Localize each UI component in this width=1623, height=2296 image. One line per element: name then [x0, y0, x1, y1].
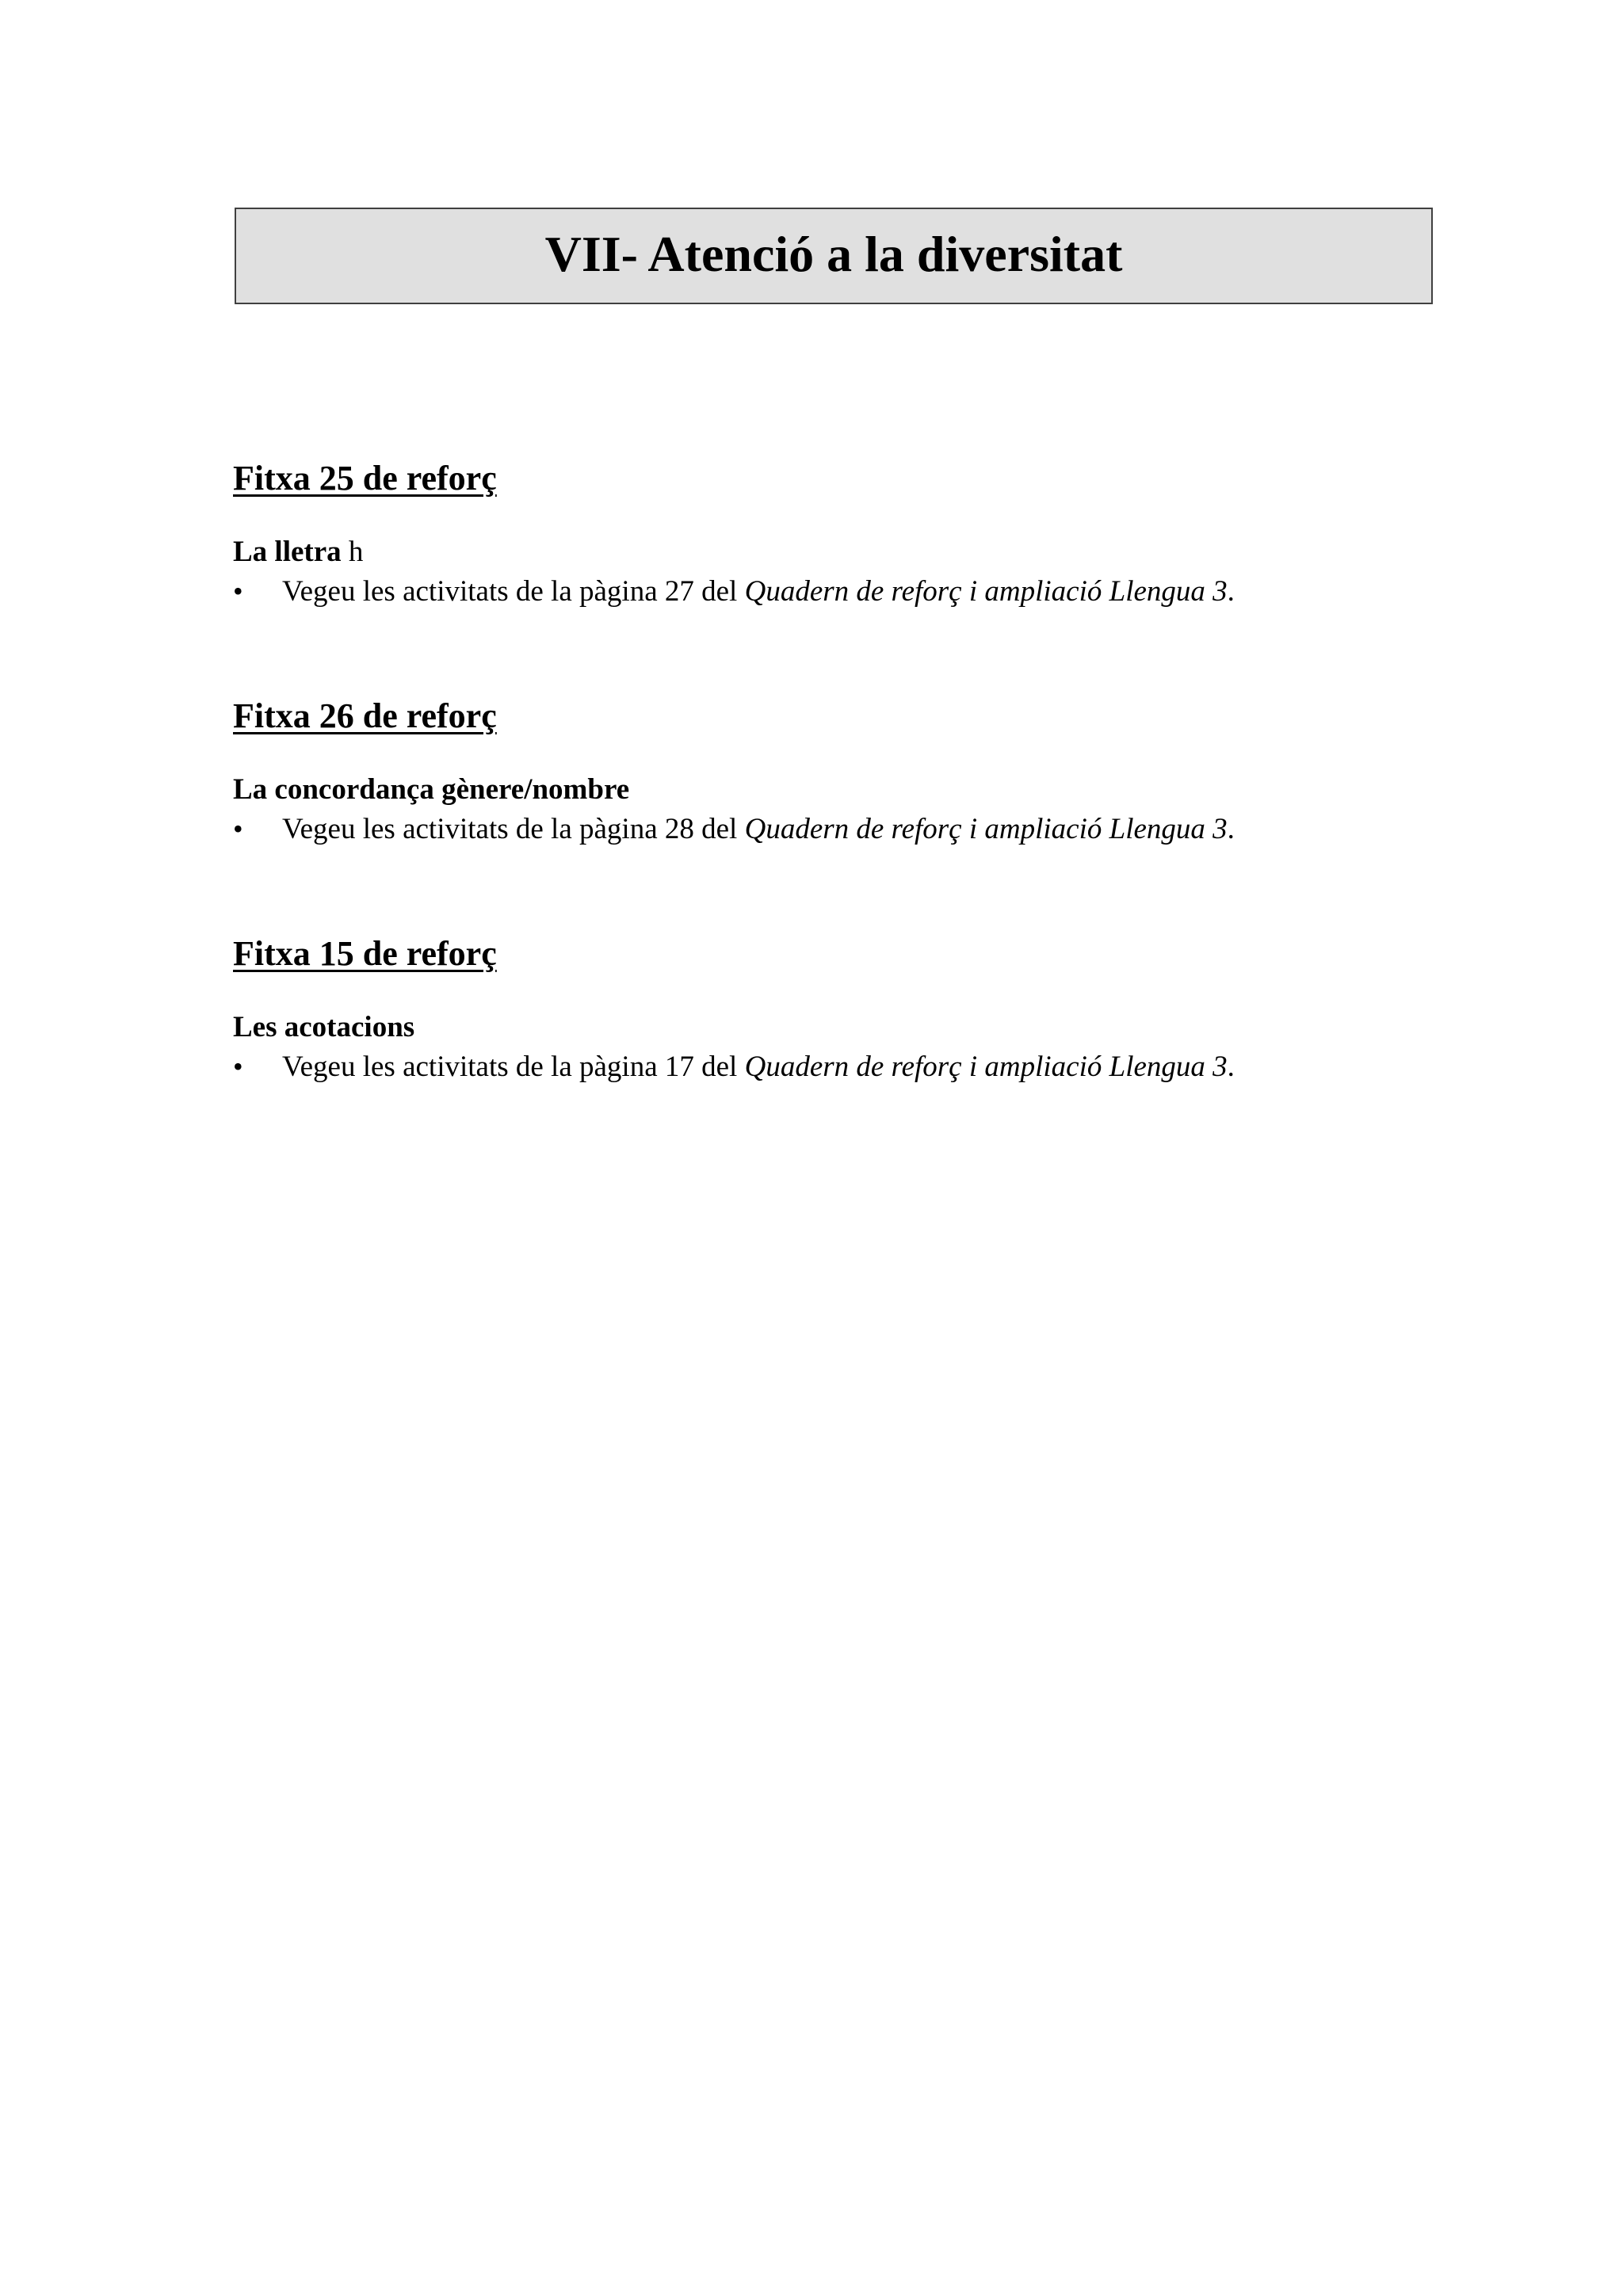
section-fitxa-15: [233, 933, 1469, 1086]
list-item-text: [282, 810, 1235, 849]
list-item: [233, 810, 1469, 849]
book-title: Quadern de reforç i ampliació Llengua 3: [744, 575, 1228, 608]
subheading-bold: La lletra: [233, 535, 342, 568]
section-subheading: [233, 1010, 1469, 1045]
list-item: [233, 573, 1469, 611]
item-prefix: Vegeu les activitats de la pàgina 27 del: [282, 575, 745, 608]
list-item: [233, 1048, 1469, 1086]
item-prefix: Vegeu les activitats de la pàgina 17 del: [282, 1051, 745, 1084]
book-title: Quadern de reforç i ampliació Llengua 3: [744, 1051, 1228, 1084]
chapter-title: VII- Atenció a la diversitat: [544, 226, 1123, 282]
subheading-plain: h: [341, 535, 364, 568]
section-heading: Fitxa 25 de reforç: [233, 459, 497, 498]
bullet-icon: •: [233, 575, 243, 608]
section-fitxa-25: [233, 458, 1469, 611]
subheading-bold: La concordança gènere/nombre: [233, 772, 630, 806]
subheading-bold: Les acotacions: [233, 1010, 415, 1043]
chapter-title-box: [235, 208, 1433, 304]
section-subheading: [233, 535, 1469, 570]
item-prefix: Vegeu les activitats de la pàgina 28 del: [282, 813, 745, 846]
list-item-text: [282, 1048, 1235, 1086]
book-title: Quadern de reforç i ampliació Llengua 3: [744, 813, 1228, 846]
section-fitxa-26: [233, 696, 1469, 849]
item-suffix: .: [1227, 813, 1235, 846]
section-heading: Fitxa 15 de reforç: [233, 934, 497, 973]
section-subheading: [233, 772, 1469, 807]
list-item-text: [282, 573, 1235, 611]
item-suffix: .: [1227, 1051, 1235, 1084]
section-heading: Fitxa 26 de reforç: [233, 696, 497, 735]
item-suffix: .: [1227, 575, 1235, 608]
bullet-icon: •: [233, 813, 243, 845]
bullet-icon: •: [233, 1051, 243, 1083]
